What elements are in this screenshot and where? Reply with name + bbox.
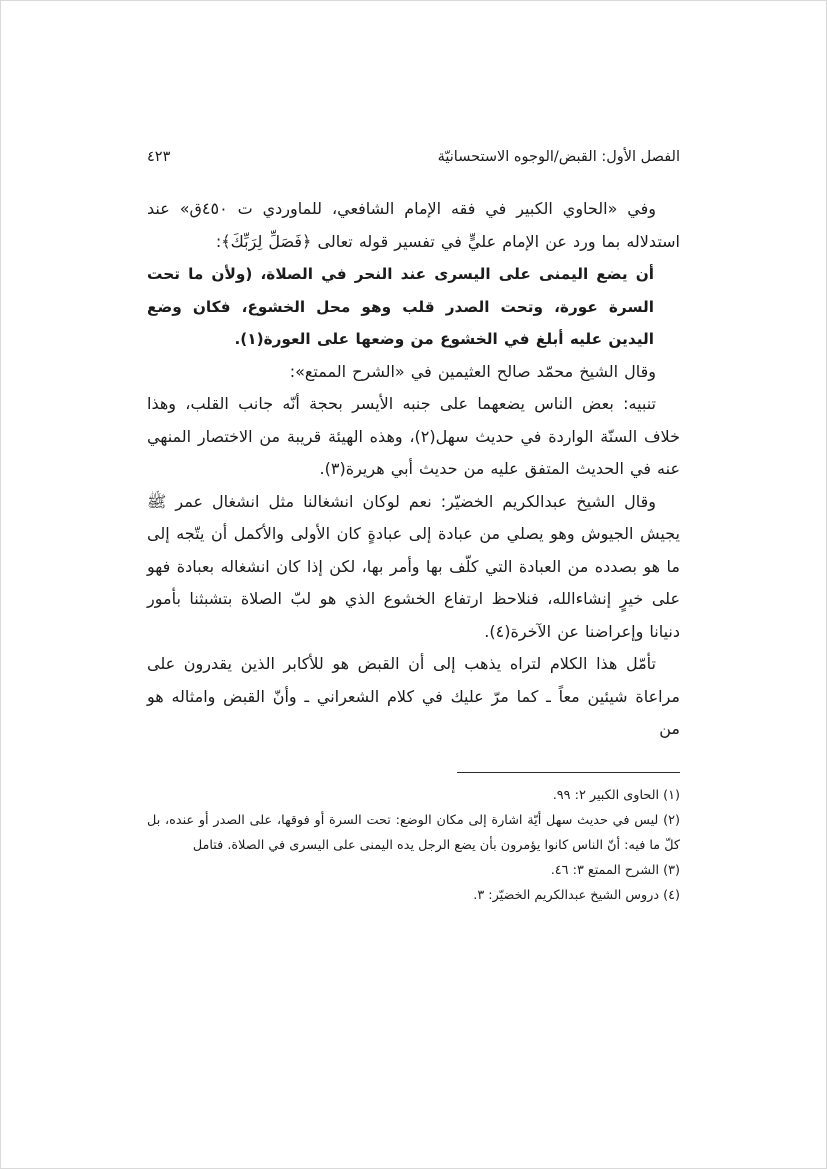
footnote-1: (١) الحاوى الكبير ٢: ٩٩. xyxy=(552,787,680,803)
paragraph-hawi-intro: وفي «الحاوي الكبير في فقه الإمام الشافعي، للماوردي ت ٤٥٠ق» عند استدلاله بما ورد عن الإمام عليٍّ في تفسير قوله تعالى ﴿فَصَلِّ لِرَبِّكَ﴾: xyxy=(147,199,680,251)
paragraph-taammal: تأمّل هذا الكلام لتراه يذهب إلى أن القبض هو للأكابر الذين يقدرون على مراعاة شيئين معاً ـ كما مرّ عليك في كلام الشعراني ـ وأنّ القبض وامثاله هو من xyxy=(147,654,680,738)
paragraph-khudayr: وقال الشيخ عبدالكريم الخضيّر: نعم لوكان انشغالنا مثل انشغال عمر ﷺ يجيش الجيوش وهو يصلي من عبادة إلى عبادةٍ كان الأولى والأكمل أن يتّجه إلى ما هو بصدده من العبادة التي كلّف بها وأمر بها، لكن إذا كان انشغاله بعبادة فهو على خيرٍ إنشاءالله، فنلاحظ ارتفاع الخشوع الذي هو لبّ الصلاة بتشبثنا بأمور دنيانا وإعراضنا عن الآخرة(٤). xyxy=(147,491,680,641)
page-number: ٤٢٣ xyxy=(147,149,171,165)
footnote-3: (٣) الشرح الممتع ٣: ٤٦. xyxy=(550,862,680,878)
footnote-2: (٢) ليس في حديث سهل أيّة اشارة إلى مكان الوضع: تحت السرة أو فوقها، على الصدر أو عنده، بل كلّ ما فيه: أنّ الناس كانوا يؤمرون بأن يضع الرجل يده اليمنى على اليسرى في الصلاة. فتامل xyxy=(147,812,680,853)
running-header xyxy=(147,149,680,165)
page-content xyxy=(147,149,680,908)
footnote-4: (٤) دروس الشيخ عبدالكريم الخضيّر: ٣. xyxy=(473,887,680,903)
body-text xyxy=(147,193,680,746)
footnotes-section xyxy=(147,772,680,908)
quote-sharh-mumti: تنبيه: بعض الناس يضعهما على جنبه الأيسر بحجة أنّه جانب القلب، وهذا خلاف السنّة الواردة في حديث سهل(٢)، وهذه الهيئة قريبة من الاختصار المنهي عنه في الحديث المتفق عليه من حديث أبي هريرة(٣). xyxy=(147,394,680,478)
quote-hawi-bold: أن يضع اليمنى على اليسرى عند النحر في الصلاة، (ولأن ما تحت السرة عورة، وتحت الصدر قلب وهو محل الخشوع، فكان وضع اليدين عليه أبلغ في الخشوع من وضعها على العورة(١). xyxy=(147,265,654,348)
chapter-title: الفصل الأول: القبض/الوجوه الاستحسانيّة xyxy=(437,149,680,165)
footnote-divider xyxy=(457,772,680,773)
paragraph-uthaymin-intro: وقال الشيخ محمّد صالح العثيمين في «الشرح الممتع»: xyxy=(289,361,656,381)
